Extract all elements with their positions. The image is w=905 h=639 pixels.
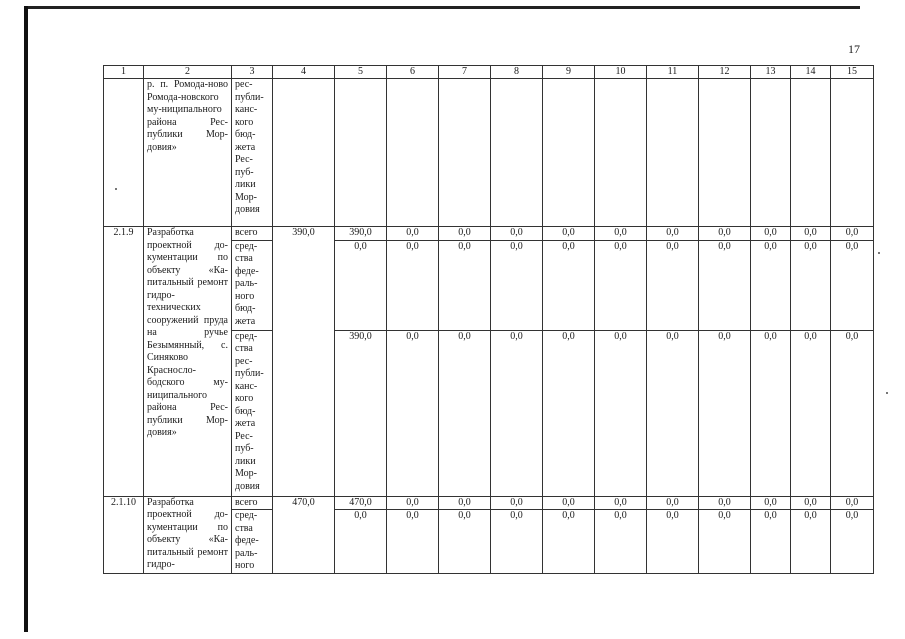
header-cell: 12 bbox=[699, 66, 751, 79]
value-cell: 0,0 bbox=[543, 227, 595, 241]
empty-cell bbox=[543, 79, 595, 227]
value-cell: 0,0 bbox=[543, 240, 595, 330]
value-cell: 0,0 bbox=[647, 227, 699, 241]
value-cell: 0,0 bbox=[791, 496, 831, 510]
header-cell: 11 bbox=[647, 66, 699, 79]
value-cell: 0,0 bbox=[699, 510, 751, 574]
value-cell: 0,0 bbox=[751, 496, 791, 510]
header-cell: 10 bbox=[595, 66, 647, 79]
value-cell: 0,0 bbox=[439, 510, 491, 574]
empty-cell bbox=[699, 79, 751, 227]
value-cell: 0,0 bbox=[439, 240, 491, 330]
continuation-text: р. п. Ромода-ново Ромода-новского му-ниципального района Рес-публики Мор-довия» bbox=[144, 79, 232, 227]
row-description: Разработка проектной до-кументации по объекту «Ка-питальный ремонт гидро- bbox=[144, 496, 232, 574]
empty-cell bbox=[831, 79, 874, 227]
value-cell: 0,0 bbox=[595, 240, 647, 330]
value-cell: 470,0 bbox=[335, 496, 387, 510]
row-total: 390,0 bbox=[273, 227, 335, 497]
value-cell: 0,0 bbox=[699, 496, 751, 510]
empty-cell bbox=[491, 79, 543, 227]
source-label: всего bbox=[232, 227, 273, 241]
source-label: сред-ства феде-раль-ного бюд-жета bbox=[232, 240, 273, 330]
value-cell: 390,0 bbox=[335, 227, 387, 241]
value-cell: 0,0 bbox=[751, 240, 791, 330]
value-cell: 0,0 bbox=[751, 330, 791, 496]
value-cell: 0,0 bbox=[791, 240, 831, 330]
header-cell: 3 bbox=[232, 66, 273, 79]
empty-cell bbox=[647, 79, 699, 227]
value-cell: 0,0 bbox=[595, 227, 647, 241]
value-cell: 0,0 bbox=[491, 510, 543, 574]
value-cell: 0,0 bbox=[647, 496, 699, 510]
value-cell: 0,0 bbox=[595, 510, 647, 574]
header-cell: 5 bbox=[335, 66, 387, 79]
value-cell: 0,0 bbox=[831, 330, 874, 496]
value-cell: 0,0 bbox=[831, 510, 874, 574]
empty-cell bbox=[439, 79, 491, 227]
empty-cell bbox=[387, 79, 439, 227]
value-cell: 0,0 bbox=[387, 330, 439, 496]
value-cell: 0,0 bbox=[647, 240, 699, 330]
source-label: сред-ства рес-публи-канс-кого бюд-жета Рес-пуб-лики Мор-довия bbox=[232, 330, 273, 496]
value-cell: 0,0 bbox=[831, 240, 874, 330]
value-cell: 0,0 bbox=[647, 330, 699, 496]
value-cell: 0,0 bbox=[751, 227, 791, 241]
value-cell: 0,0 bbox=[387, 240, 439, 330]
value-cell: 0,0 bbox=[831, 496, 874, 510]
header-row bbox=[104, 66, 874, 79]
value-cell: 390,0 bbox=[335, 330, 387, 496]
header-cell: 9 bbox=[543, 66, 595, 79]
value-cell: 0,0 bbox=[543, 510, 595, 574]
value-cell: 0,0 bbox=[439, 496, 491, 510]
source-label: сред-ства феде-раль-ного bbox=[232, 510, 273, 574]
header-cell: 15 bbox=[831, 66, 874, 79]
value-cell: 0,0 bbox=[439, 330, 491, 496]
value-cell: 0,0 bbox=[439, 227, 491, 241]
header-cell: 8 bbox=[491, 66, 543, 79]
empty-cell bbox=[273, 79, 335, 227]
value-cell: 0,0 bbox=[387, 496, 439, 510]
header-cell: 2 bbox=[144, 66, 232, 79]
value-cell: 0,0 bbox=[491, 496, 543, 510]
value-cell: 0,0 bbox=[791, 510, 831, 574]
table-row bbox=[104, 227, 874, 241]
value-cell: 0,0 bbox=[751, 510, 791, 574]
value-cell: 0,0 bbox=[595, 330, 647, 496]
scan-edge-top bbox=[24, 6, 860, 9]
scan-speck bbox=[878, 252, 880, 254]
header-cell: 6 bbox=[387, 66, 439, 79]
empty-cell bbox=[595, 79, 647, 227]
value-cell: 0,0 bbox=[387, 227, 439, 241]
value-cell: 0,0 bbox=[699, 240, 751, 330]
row-description: Разработка проектной до-кументации по объекту «Ка-питальный ремонт гидро-технических сооружений пруда на ручье Безымянный, с. Синяково Краснослo-бодского му-ниципального района Рес-публики Мор-довия» bbox=[144, 227, 232, 497]
value-cell: 0,0 bbox=[791, 227, 831, 241]
source-label: всего bbox=[232, 496, 273, 510]
value-cell: 0,0 bbox=[791, 330, 831, 496]
page-number: 17 bbox=[848, 42, 860, 56]
budget-table bbox=[103, 65, 874, 574]
value-cell: 0,0 bbox=[699, 330, 751, 496]
value-cell: 0,0 bbox=[699, 227, 751, 241]
value-cell: 0,0 bbox=[543, 330, 595, 496]
scan-edge-left bbox=[24, 6, 28, 632]
header-cell: 4 bbox=[273, 66, 335, 79]
header-cell: 1 bbox=[104, 66, 144, 79]
header-cell: 14 bbox=[791, 66, 831, 79]
value-cell: 0,0 bbox=[491, 330, 543, 496]
header-cell: 13 bbox=[751, 66, 791, 79]
empty-cell bbox=[751, 79, 791, 227]
value-cell: 0,0 bbox=[491, 240, 543, 330]
scan-speck bbox=[886, 392, 888, 394]
row-number: 2.1.9 bbox=[104, 227, 144, 497]
value-cell: 0,0 bbox=[831, 227, 874, 241]
row-total: 470,0 bbox=[273, 496, 335, 574]
table-row bbox=[104, 79, 874, 227]
table-row bbox=[104, 496, 874, 510]
header-cell: 7 bbox=[439, 66, 491, 79]
value-cell: 0,0 bbox=[543, 496, 595, 510]
value-cell: 0,0 bbox=[491, 227, 543, 241]
value-cell: 0,0 bbox=[335, 240, 387, 330]
value-cell: 0,0 bbox=[595, 496, 647, 510]
value-cell: 0,0 bbox=[335, 510, 387, 574]
continuation-num-cell bbox=[104, 79, 144, 227]
empty-cell bbox=[335, 79, 387, 227]
value-cell: 0,0 bbox=[647, 510, 699, 574]
row-number: 2.1.10 bbox=[104, 496, 144, 574]
continuation-source: рес-публи-канс-кого бюд-жета Рес-пуб-лики Мор-довия bbox=[232, 79, 273, 227]
empty-cell bbox=[791, 79, 831, 227]
value-cell: 0,0 bbox=[387, 510, 439, 574]
